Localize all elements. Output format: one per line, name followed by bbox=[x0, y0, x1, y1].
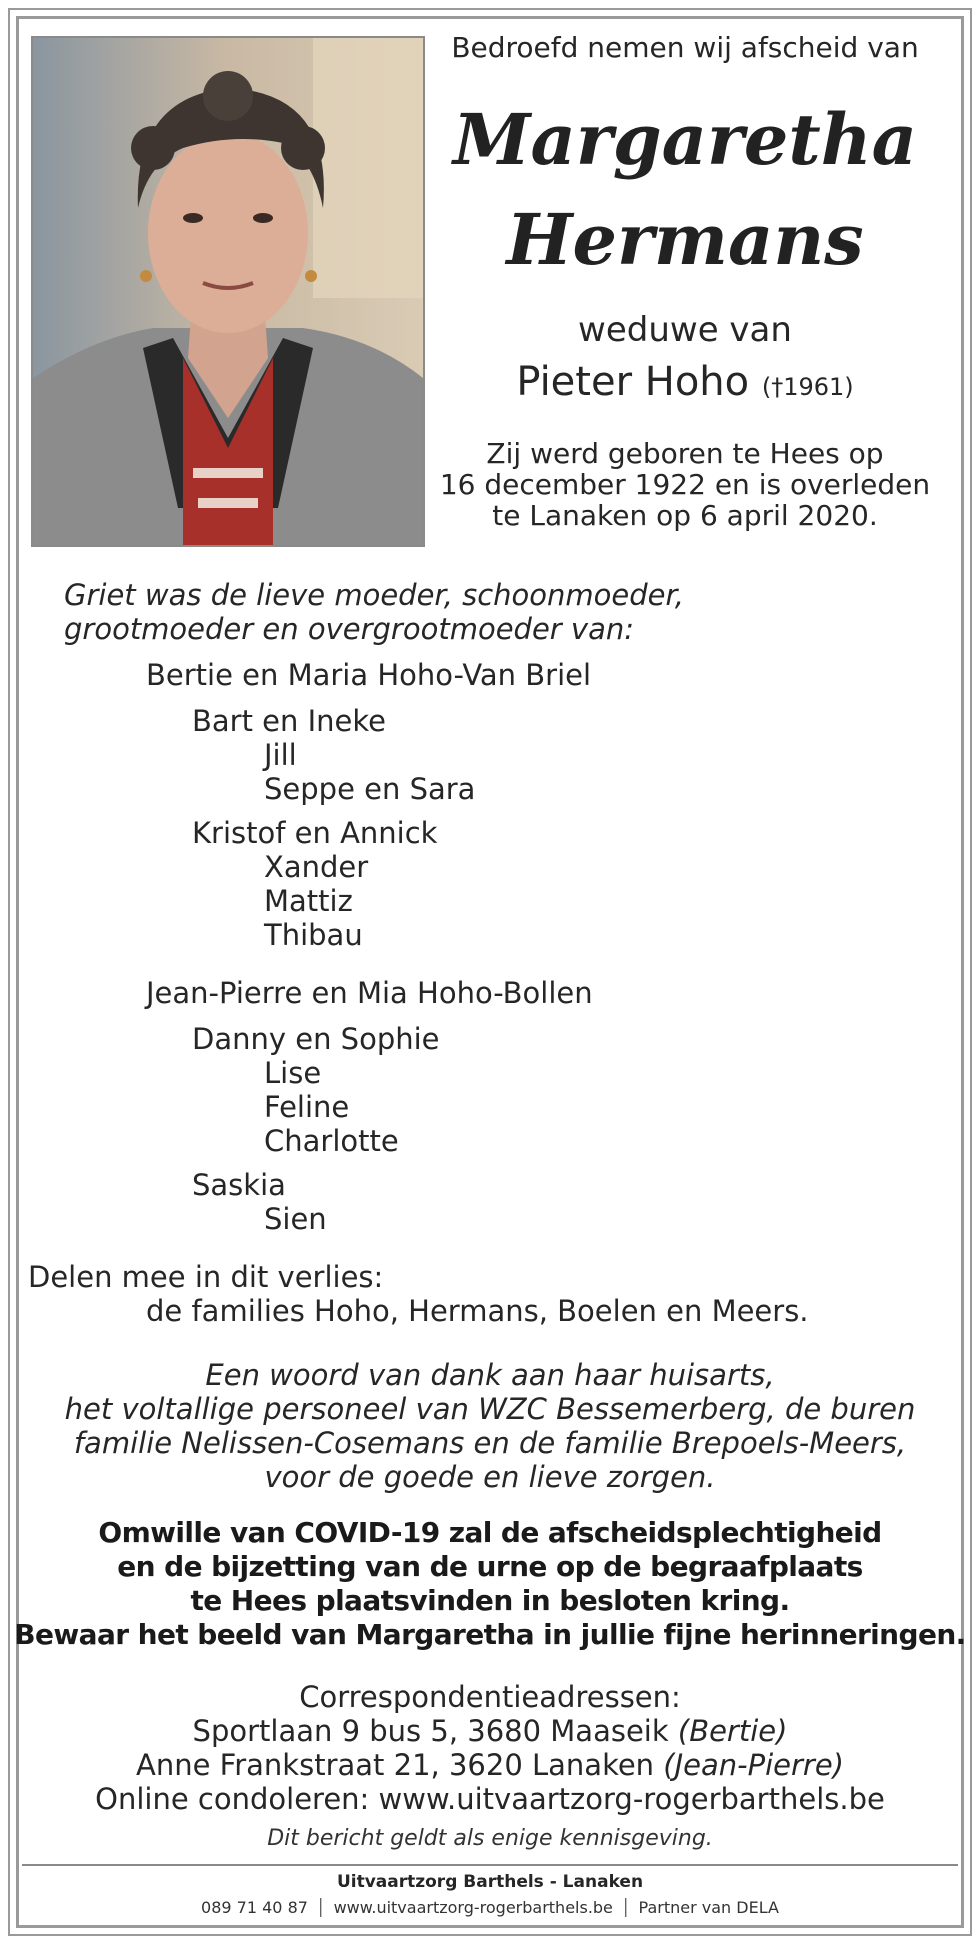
footer-phone: 089 71 40 87 bbox=[201, 1898, 308, 1917]
deceased-last-name: Hermans bbox=[506, 198, 864, 281]
thanks-line-3: familie Nelissen-Cosemans en de familie Brepoels-Meers, bbox=[73, 1426, 907, 1460]
address-1-line bbox=[0, 1714, 980, 1748]
covid-line-4: Bewaar het beeld van Margaretha in jullie fijne herinneringen. bbox=[14, 1618, 966, 1651]
footer-partner: Partner van DELA bbox=[638, 1898, 779, 1917]
correspondence bbox=[0, 1680, 980, 1816]
covid-line-3: te Hees plaatsvinden in besloten kring. bbox=[190, 1584, 790, 1617]
thanks-line-2: het voltallige personeel van WZC Bessemerberg, de buren bbox=[64, 1392, 916, 1426]
family-grandchild: Sien bbox=[264, 1202, 327, 1236]
birth-line-3: te Lanaken op 6 april 2020. bbox=[492, 499, 878, 532]
notice-text: Dit bericht geldt als enige kennisgeving. bbox=[267, 1826, 713, 1851]
birth-death-text bbox=[430, 438, 940, 531]
thanks-text bbox=[0, 1358, 980, 1494]
family-branch-1-child-1: Bart en Ineke bbox=[192, 704, 386, 738]
husband-death: (†1961) bbox=[761, 373, 854, 401]
widow-of-label: weduwe van bbox=[578, 310, 792, 350]
intro-line-1: Griet was de lieve moeder, schoonmoeder, bbox=[64, 578, 684, 612]
birth-line-1: Zij werd geboren te Hees op bbox=[486, 437, 884, 470]
family-intro bbox=[64, 578, 684, 646]
online-condolence: Online condoleren: www.uitvaartzorg-rogerbarthels.be bbox=[95, 1782, 885, 1816]
correspondence-title: Correspondentieadressen: bbox=[299, 1680, 681, 1714]
family-branch-1-parents: Bertie en Maria Hoho-Van Briel bbox=[146, 658, 592, 692]
husband-name: Pieter Hoho bbox=[516, 359, 750, 405]
address-2: Anne Frankstraat 21, 3620 Lanaken bbox=[136, 1748, 655, 1782]
footer-company: Uitvaartzorg Barthels - Lanaken bbox=[336, 1872, 644, 1892]
family-grandchild: Lise bbox=[264, 1056, 322, 1090]
footer-website: www.uitvaartzorg-rogerbarthels.be bbox=[333, 1898, 613, 1917]
family-grandchild: Charlotte bbox=[264, 1124, 399, 1158]
intro-line-2: grootmoeder en overgrootmoeder van: bbox=[64, 612, 635, 646]
covid-line-1: Omwille van COVID-19 zal de afscheidsplechtigheid bbox=[98, 1516, 882, 1549]
share-label: Delen mee in dit verlies: bbox=[28, 1260, 384, 1294]
family-grandchild: Jill bbox=[264, 738, 297, 772]
address-2-who: (Jean-Pierre) bbox=[663, 1748, 844, 1782]
address-1-who: (Bertie) bbox=[677, 1714, 788, 1748]
deceased-first-name: Margaretha bbox=[452, 98, 918, 181]
thanks-line-4: voor de goede en lieve zorgen. bbox=[264, 1460, 716, 1494]
covid-line-2: en de bijzetting van de urne op de begraafplaats bbox=[117, 1550, 863, 1583]
address-2-line bbox=[0, 1748, 980, 1782]
announcement: Bedroefd nemen wij afscheid van bbox=[451, 31, 919, 64]
portrait-photo bbox=[31, 36, 425, 547]
footer-contact: 089 71 40 87 │ www.uitvaartzorg-rogerbarthels.be │ Partner van DELA bbox=[201, 1898, 779, 1917]
family-grandchild: Xander bbox=[264, 850, 369, 884]
covid-notice bbox=[0, 1516, 980, 1652]
thanks-line-1: Een woord van dank aan haar huisarts, bbox=[205, 1358, 775, 1392]
family-branch-2-child-1: Danny en Sophie bbox=[192, 1022, 440, 1056]
footer-divider bbox=[22, 1864, 958, 1866]
birth-line-2: 16 december 1922 en is overleden bbox=[439, 468, 931, 501]
family-branch-1-child-2: Kristof en Annick bbox=[192, 816, 438, 850]
family-grandchild: Mattiz bbox=[264, 884, 353, 918]
share-families: de families Hoho, Hermans, Boelen en Meers. bbox=[146, 1294, 809, 1328]
family-grandchild: Seppe en Sara bbox=[264, 772, 476, 806]
husband-line bbox=[430, 356, 940, 413]
family-grandchild: Feline bbox=[264, 1090, 350, 1124]
family-branch-2-parents: Jean-Pierre en Mia Hoho-Bollen bbox=[146, 976, 593, 1010]
family-grandchild: Thibau bbox=[264, 918, 363, 952]
family-branch-2-child-2: Saskia bbox=[192, 1168, 286, 1202]
address-1: Sportlaan 9 bus 5, 3680 Maaseik bbox=[192, 1714, 669, 1748]
